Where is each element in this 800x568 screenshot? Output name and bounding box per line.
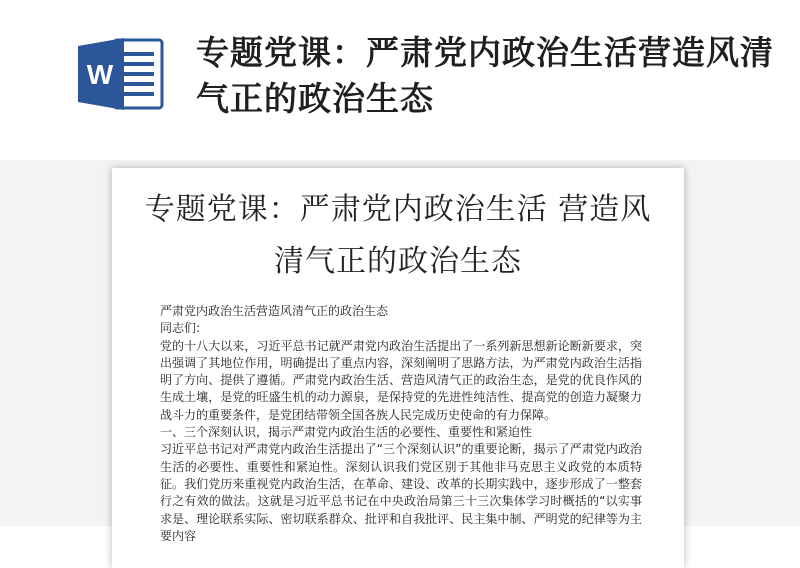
page-title: 专题党课：严肃党内政治生活营造风清气正的政治生态 [196,33,774,118]
page-header [0,0,800,160]
document-paragraph: 党的十八大以来，习近平总书记就严肃党内政治生活提出了一系列新思想新论断新要求，突出强调了其地位作用，明确提出了重点内容，深刻阐明了思路方法，为严肃党内政治生活指明了方向、提供了遵循。严肃党内政治生活、营造风清气正的政治生态，是党的优良作风的生成土壤，是党的旺盛生机的动力源泉，是保持党的先进性纯洁性、提高党的创造力凝聚力战斗力的重要条件，是党团结带领全国各族人民完成历史使命的有力保障。 [160,338,642,422]
document-paragraph: 习近平总书记对严肃党内政治生活提出了“三个深刻认识”的重要论断，揭示了严肃党内政治生活的必要性、重要性和紧迫性。深刻认识我们党区别于其他非马克思主义政党的本质特征。我们党历来重视党内政治生活，在革命、建设、改革的长期实践中，逐步形成了一整套行之有效的做法。这就是习近平总书记在中央政治局第三十三次集体学习时概括的“以实事求是、理论联系实际、密切联系群众、批评和自我批评、民主集中制、严明党的纪律等为主要内容 [160,442,642,543]
word-icon-letter: W [86,59,114,90]
document-paragraph: 同志们: [160,321,201,336]
document-paragraph: 严肃党内政治生活营造风清气正的政治生态 [160,304,389,318]
document-body [160,303,642,545]
document-title: 专题党课：严肃党内政治生活 营造风清气正的政治生态 [144,192,652,279]
word-icon [76,34,164,114]
document-page [112,168,684,568]
document-paragraph: 一、三个深刻认识，揭示严肃党内政治生活的必要性、重要性和紧迫性 [160,425,533,440]
